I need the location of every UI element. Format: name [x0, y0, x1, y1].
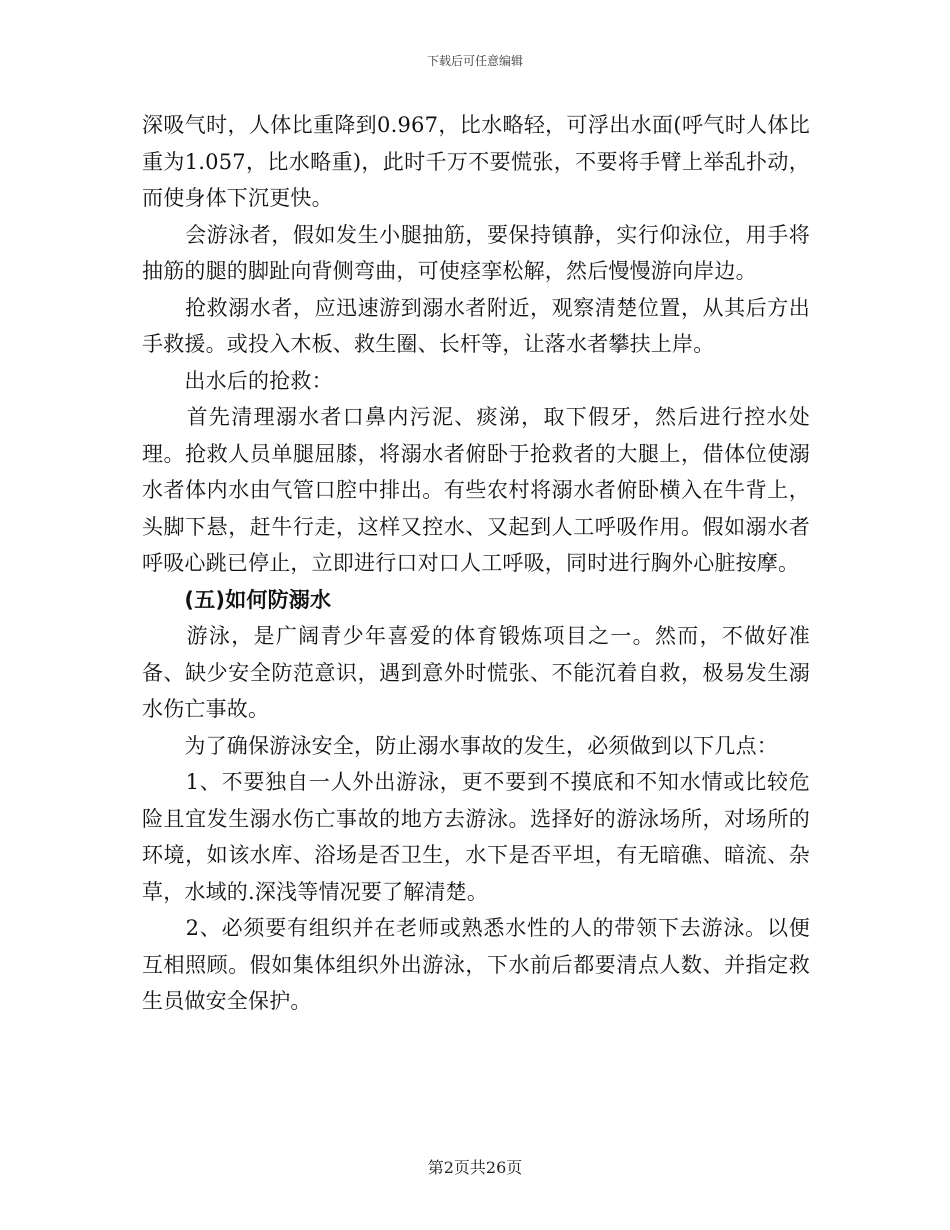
- paragraph-swimming-intro: 游泳，是广阔青少年喜爱的体育锻炼项目之一。然而，不做好准备、缺少安全防范意识，遇到意外时慌张、不能沉着自救，极易发生溺水伤亡事故。: [142, 624, 810, 721]
- page-header: 下载后可任意编辑: [426, 54, 523, 68]
- paragraph-leg-cramp: 会游泳者，假如发生小腿抽筋，要保持镇静，实行仰泳位，用手将抽筋的腿的脚趾向背侧弯曲，可使痉挛松解，然后慢慢游向岸边。: [142, 222, 810, 283]
- paragraph-safety-points-intro: 为了确保游泳安全，防止溺水事故的发生，必须做到以下几点：: [142, 733, 778, 758]
- paragraph-rescue: 抢救溺水者，应迅速游到溺水者附近，观察清楚位置，从其后方出手救援。或投入木板、救生圈、长杆等，让落水者攀扶上岸。: [142, 295, 810, 356]
- section-heading: (五)如何防溺水: [142, 587, 332, 612]
- paragraph-after-rescue-title: 出水后的抢救：: [142, 368, 333, 393]
- paragraph-buoyancy: 深吸气时，人体比重降到0.967，比水略轻，可浮出水面(呼气时人体比重为1.057，比水略重)，此时千万不要慌张，不要将手臂上举乱扑动，而使身体下沉更快。: [142, 113, 810, 210]
- paragraph-point-1: 1、不要独自一人外出游泳，更不要到不摸底和不知水情或比较危险且宜发生溺水伤亡事故的地方去游泳。选择好的游泳场所，对场所的环境，如该水库、浴场是否卫生，水下是否平坦，有无暗礁、暗流、杂草，水域的.深浅等情况要了解清楚。: [142, 770, 810, 904]
- paragraph-first-aid: 首先清理溺水者口鼻内污泥、痰涕，取下假牙，然后进行控水处理。抢救人员单腿屈膝，将溺水者俯卧于抢救者的大腿上，借体位使溺水者体内水由气管口腔中排出。有些农村将溺水者俯卧横入在牛背上，头脚下悬，赶牛行走，这样又控水、又起到人工呼吸作用。假如溺水者呼吸心跳已停止，立即进行口对口人工呼吸，同时进行胸外心脏按摩。: [142, 405, 810, 575]
- paragraph-point-2: 2、必须要有组织并在老师或熟悉水性的人的带领下去游泳。以便互相照顾。假如集体组织外出游泳，下水前后都要清点人数、并指定救生员做安全保护。: [142, 916, 810, 1013]
- page-number: 第2页共26页: [427, 1158, 523, 1177]
- document-body: [142, 107, 810, 1020]
